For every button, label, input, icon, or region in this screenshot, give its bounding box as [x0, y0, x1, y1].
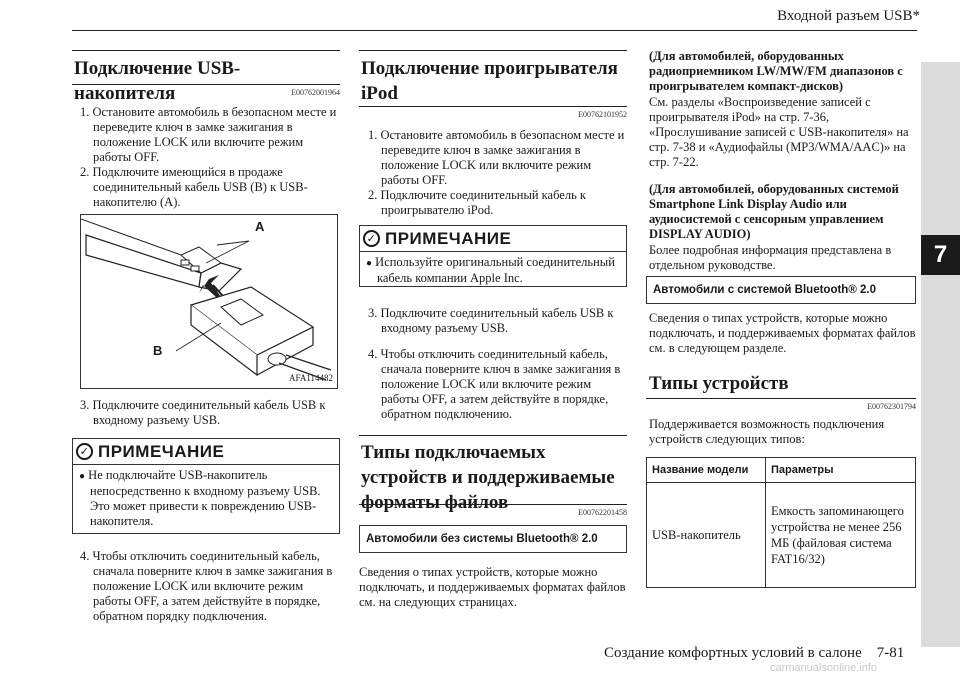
table-row — [647, 483, 916, 588]
section-title-usb: Подключение USB-накопителя — [74, 58, 241, 104]
table-header: Название модели — [647, 458, 766, 483]
device-paragraph: Сведения о типах устройств, которые можно подключать, и поддерживаемых форматах файлов см. в следующем разделе. — [649, 311, 916, 355]
usb-drive-illustration — [81, 215, 337, 388]
step-1: 1. Остановите автомобиль в безопасном месте и переведите ключ в замке зажигания в положение LOCK или включите режим работы OFF. — [80, 105, 337, 164]
section-code: E00762101952 — [578, 110, 627, 119]
table-header: Параметры — [766, 458, 916, 483]
steps-list — [80, 105, 342, 210]
bluetooth-box: Автомобили с системой Bluetooth® 2.0 — [646, 276, 916, 304]
chapter-strip — [921, 62, 960, 647]
figure-label-a: A — [255, 219, 265, 234]
devices-paragraph: Поддерживается возможность подключения устройств следующих типов: — [649, 417, 885, 446]
note-title: ПРИМЕЧАНИЕ — [98, 441, 225, 461]
step-3: 3. Подключите соединительный кабель USB к входному разъему USB. — [368, 306, 614, 335]
bullet-icon: ● — [79, 471, 86, 482]
note-text — [366, 255, 620, 286]
table-cell: USB-накопитель — [647, 483, 766, 588]
note-divider — [360, 251, 626, 252]
step-4-list — [368, 347, 628, 422]
section-rule-top — [359, 50, 627, 51]
formats-paragraph: Сведения о типах устройств, которые можно подключать, и поддерживаемых форматах файлов см. на следующих страницах. — [359, 565, 626, 609]
figure-code: AFA114482 — [288, 373, 333, 383]
step-4: 4. Чтобы отключить соединительный кабель, сначала поверните ключ в замке зажигания в положение LOCK или включите режим работы OFF, а затем действуйте в порядке, обратном порядку подключения. — [80, 549, 333, 623]
note-header — [76, 439, 224, 464]
step-3: 3. Подключите соединительный кабель USB к входному разъему USB. — [80, 398, 326, 427]
check-icon: ✓ — [76, 443, 93, 460]
check-icon: ✓ — [363, 230, 380, 247]
section-title-ipod: Подключение проигрывателя iPod — [361, 58, 618, 104]
section-code: E00762001964 — [291, 88, 340, 97]
chapter-tab: 7 — [921, 235, 960, 275]
usb-figure — [80, 214, 338, 389]
devices-table — [646, 457, 916, 588]
block2-text: Более подробная информация представлена в отдельном руководстве. — [649, 243, 892, 272]
watermark: carmanualsonline.info — [770, 662, 878, 674]
no-bluetooth-box: Автомобили без системы Bluetooth® 2.0 — [359, 525, 627, 553]
section-title-devices: Типы устройств — [649, 373, 789, 394]
note-header — [363, 226, 511, 251]
note-box — [359, 225, 627, 287]
section-rule-bottom — [359, 106, 627, 107]
note-title: ПРИМЕЧАНИЕ — [385, 228, 512, 248]
block1-text: См. разделы «Воспроизведение записей с проигрывателя iPod» на стр. 7-36, «Прослушивание записей с USB-накопителя» на стр. 7-38 и «Аудиофайлы (MP3/WMA/AAC)» на стр. 7-22. — [649, 95, 909, 169]
step-2: 2. Подключите соединительный кабель к проигрывателю iPod. — [368, 188, 586, 217]
page-footer: Создание комфортных условий в салоне 7-81 — [604, 645, 905, 661]
step-4: 4. Чтобы отключить соединительный кабель, сначала поверните ключ в замке зажигания в положение LOCK или включите режим работы OFF, а затем действуйте в порядке, обратном подключению. — [368, 347, 621, 421]
step-4-list — [80, 549, 342, 624]
section-code: E00762201458 — [578, 508, 627, 517]
steps-list — [368, 128, 628, 218]
section-code: E00762301794 — [867, 402, 916, 411]
section-title-formats: Типы подключаемых устройств и поддерживаемые форматы файлов — [361, 442, 615, 513]
note-body: Не подключайте USB-накопитель непосредственно к входному разъему USB. Это может привести к повреждению USB-накопителя. — [88, 468, 321, 528]
note-text — [79, 468, 333, 529]
note-box — [72, 438, 340, 534]
section-rule-top — [72, 50, 340, 51]
figure-label-b: B — [153, 343, 163, 358]
section-rule-top — [359, 435, 627, 436]
section-rule-bottom — [646, 398, 916, 399]
section-rule-bottom — [72, 84, 340, 85]
step-3-list — [368, 306, 628, 336]
running-header: Входной разъем USB* — [777, 8, 920, 24]
step-2: 2. Подключите имеющийся в продаже соединительный кабель USB (B) к USB-накопителю (A). — [80, 165, 308, 209]
table-header-row — [647, 458, 916, 483]
step-1: 1. Остановите автомобиль в безопасном месте и переведите ключ в замке зажигания в положение LOCK или включите режим работы OFF. — [368, 128, 625, 187]
header-rule — [72, 30, 917, 31]
section-rule-bottom — [359, 504, 627, 505]
block1-heading: (Для автомобилей, оборудованных радиоприемником LW/MW/FM диапазонов с проигрывателем компакт-дисков) — [649, 49, 903, 93]
step-3-list — [80, 398, 342, 428]
block2-heading: (Для автомобилей, оборудованных системой Smartphone Link Display Audio или аудиосистемой с сенсорным управлением DISPLAY AUDIO) — [649, 182, 899, 241]
note-divider — [73, 464, 339, 465]
bullet-icon: ● — [366, 258, 373, 269]
table-cell: Емкость запоминающего устройства не менее 256 МБ (файловая система FAT16/32) — [766, 483, 916, 588]
note-body: Используйте оригинальный соединительный кабель компании Apple Inc. — [375, 255, 615, 285]
